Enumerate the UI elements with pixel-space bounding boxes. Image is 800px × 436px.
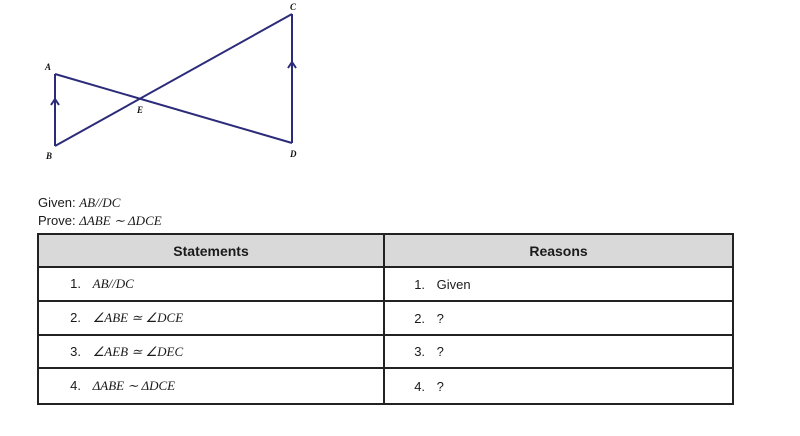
given-statement: AB//DC [79, 195, 121, 210]
reason-text: ? [436, 378, 444, 394]
segment-BC [55, 14, 292, 146]
statement-cell [38, 267, 384, 301]
reason-text: ? [436, 310, 444, 326]
prove-line [38, 213, 162, 229]
statement-text: AB//DC [92, 276, 134, 291]
given-line [38, 195, 120, 211]
prove-label: Prove: [38, 213, 76, 228]
statement-text: ΔABE ∼ ΔDCE [92, 378, 176, 393]
point-label-B: B [46, 151, 53, 161]
point-label-D: D [290, 149, 297, 159]
reason-cell [384, 368, 733, 404]
reason-cell [384, 267, 733, 301]
segment-AD [55, 74, 292, 143]
table-row [38, 301, 733, 335]
statement-number: 2. [70, 310, 81, 325]
statement-number: 1. [70, 276, 81, 291]
reason-cell [384, 335, 733, 368]
reason-text: Given [436, 276, 471, 292]
reasons-header: Reasons [384, 234, 733, 267]
geometry-figure [0, 0, 340, 180]
statement-text: ∠AEB ≃ ∠DEC [92, 343, 184, 359]
reason-cell [384, 301, 733, 335]
reason-number: 1. [414, 276, 426, 292]
table-row [38, 267, 733, 301]
statement-cell [38, 301, 384, 335]
proof-table [37, 233, 734, 405]
proof-table-header [38, 234, 733, 267]
reason-number: 2. [414, 310, 426, 326]
statement-number: 3. [70, 343, 81, 359]
reason-number: 4. [414, 378, 426, 394]
reason-text: ? [436, 344, 444, 359]
table-row [38, 335, 733, 368]
statement-cell [38, 335, 384, 368]
statement-number: 4. [70, 378, 81, 393]
point-label-E: E [137, 105, 144, 115]
point-label-A: A [45, 62, 52, 72]
statement-text: ∠ABE ≃ ∠DCE [92, 310, 184, 325]
given-label: Given: [38, 195, 76, 210]
table-row [38, 368, 733, 404]
statement-cell [38, 368, 384, 404]
point-label-C: C [290, 2, 297, 12]
prove-statement: ΔABE ∼ ΔDCE [79, 213, 162, 228]
reason-number: 3. [414, 344, 426, 359]
statements-header: Statements [38, 234, 384, 267]
